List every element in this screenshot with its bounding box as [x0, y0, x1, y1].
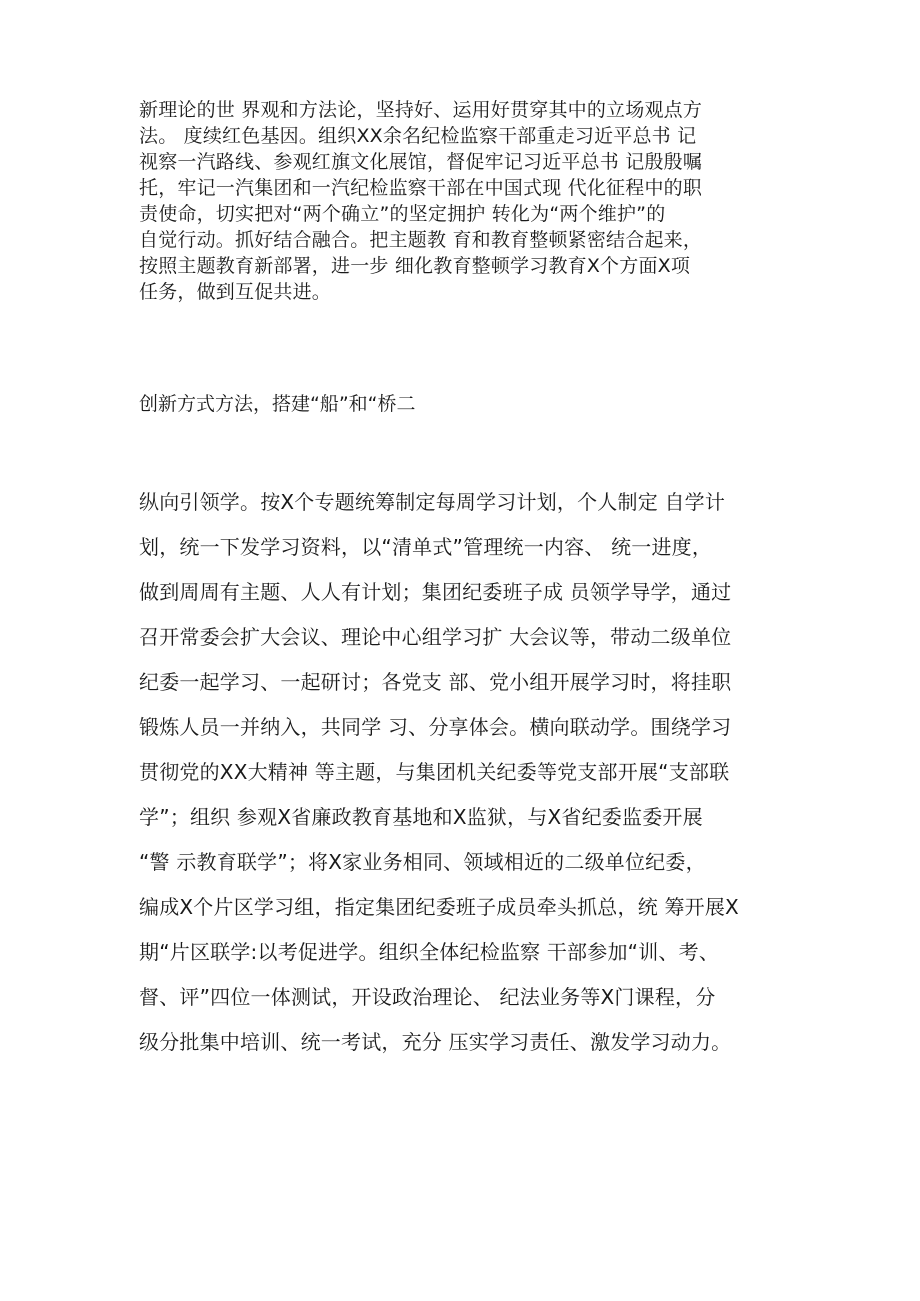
text-line: 贯彻党的XX大精神 等主题，与集团机关纪委等党支部开展“支部联 — [139, 760, 730, 784]
text-line: “警 示教育联学”；将X家业务相同、领域相近的二级单位纪委， — [139, 850, 706, 874]
text-line: 视察一汽路线、参观红旗文化展馆，督促牢记习近平总书 记殷殷嘱 — [139, 151, 703, 173]
text-line: 召开常委会扩大会议、理论中心组学习扩 大会议等，带动二级单位 — [139, 625, 732, 649]
text-line: 学”；组织 参观X省廉政教育基地和X监狱，与X省纪委监委开展 — [139, 805, 703, 829]
text-line: 法。 度续红色基因。组织XX余名纪检监察干部重走习近平总书 记 — [139, 125, 697, 147]
section-heading: 创新方式方法，搭建“船”和“桥二 — [139, 393, 416, 415]
text-line: 做到周周有主题、人人有计划；集团纪委班子成 员领学导学，通过 — [139, 580, 732, 604]
text-line: 级分批集中培训、统一考试，充分 压实学习责任、激发学习动力。 — [139, 1030, 732, 1054]
text-line: 任务，做到互促共进。 — [139, 281, 332, 303]
text-line: 督、评”四位一体测试，开设政治理论、 纪法业务等X门课程，分 — [139, 985, 716, 1009]
text-line: 责使命，切实把对“两个确立”的坚定拥护 转化为“两个维护”的 — [139, 203, 666, 225]
text-line: 编成X个片区学习组，指定集团纪委班子成员牵头抓总，统 筹开展X — [139, 895, 739, 919]
text-line: 锻炼人员一并纳入，共同学 习、分享体会。横向联动学。围绕学习 — [139, 715, 732, 739]
text-line: 托，牢记一汽集团和一汽纪检监察干部在中国式现 代化征程中的职 — [139, 177, 703, 199]
text-line: 新理论的世 界观和方法论，坚持好、运用好贯穿其中的立场观点方 — [139, 99, 703, 121]
text-line: 自觉行动。抓好结合融合。把主题教 育和教育整顿紧密结合起来， — [139, 229, 703, 251]
text-line: 纵向引领学。按X个专题统筹制定每周学习计划，个人制定 自学计 — [139, 490, 726, 514]
text-line: 划，统一下发学习资料，以“清单式”管理统一内容、 统一进度， — [139, 535, 713, 559]
text-line: 期“片区联学:以考促进学。组织全体纪检监察 干部参加“训、考、 — [139, 940, 720, 964]
text-line: 纪委一起学习、一起研讨；各党支 部、党小组开展学习时，将挂职 — [139, 670, 732, 694]
text-line: 按照主题教育新部署，进一步 细化教育整顿学习教育X个方面X项 — [139, 255, 691, 277]
